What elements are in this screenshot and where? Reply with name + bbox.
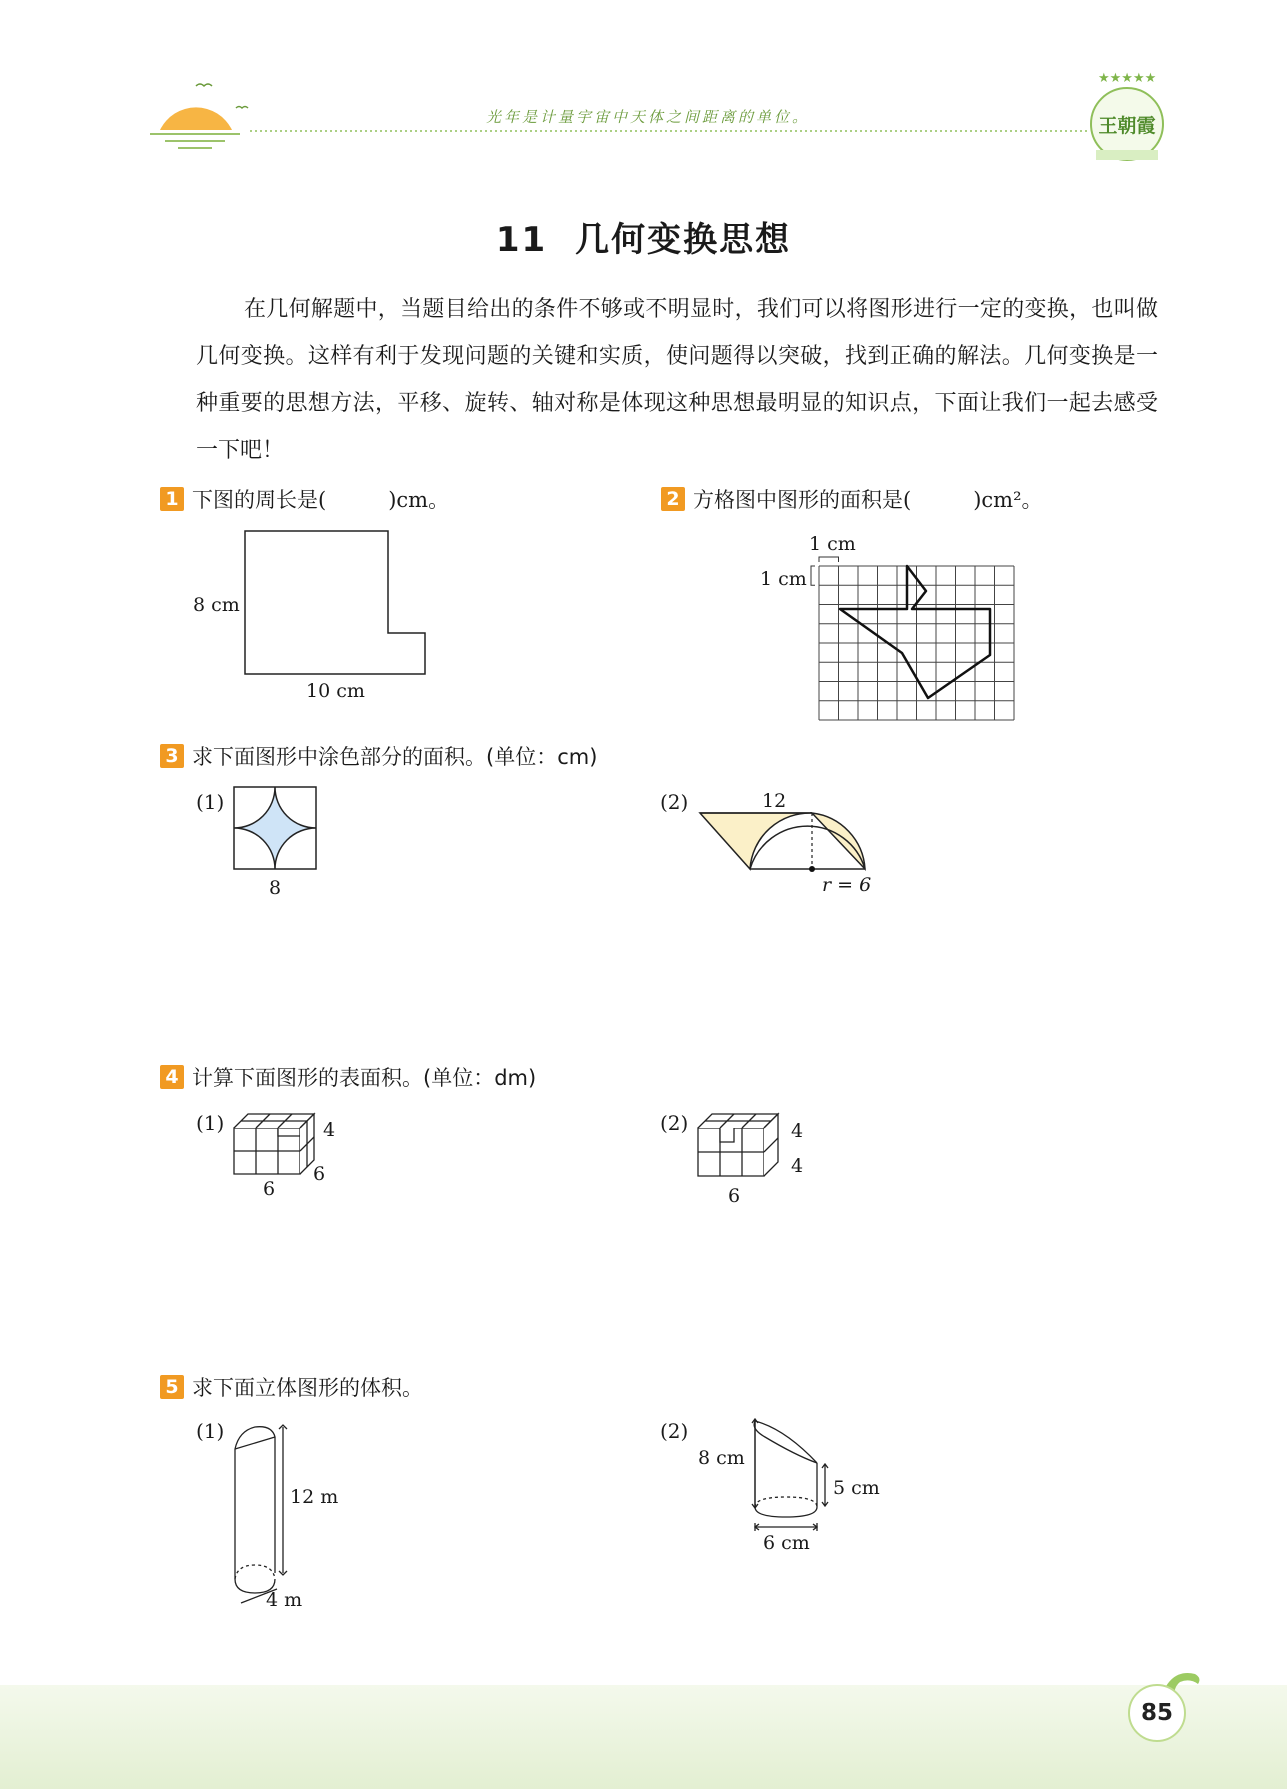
question-4 [160,1062,536,1092]
grid-lines [819,566,1014,720]
q4-fig2-height2-label: 4 [791,1155,804,1177]
question-1-text-a: 下图的周长是( [192,488,327,512]
question-2 [661,484,1043,514]
q3-fig2-figure [690,805,870,875]
lesson-title: 几何变换思想 [575,220,792,260]
header-decoration [0,0,1287,170]
q3-fig2-radius-label: r = 6 [822,874,872,896]
question-1 [160,484,449,514]
q4-fig1-width-label: 6 [263,1178,276,1200]
sunset-icon [150,84,248,148]
q2-shape-outline [840,566,990,698]
q3-sub1-label: (1) [196,790,225,814]
intro-paragraph: 在几何解题中，当题目给出的条件不够或不明显时，我们可以将图形进行一定的变换，也叫做几何变换。这样有利于发现问题的关键和实质，使问题得以突破，找到正确的解法。几何变换是一种重要的思想方法，平移、旋转、轴对称是体现这种思想最明显的知识点，下面让我们一起去感受一下吧！ [196,297,1158,463]
q2-grid-figure [800,550,1020,725]
q3-sub2-label: (2) [660,790,689,814]
q5-sub1-label: (1) [196,1419,225,1443]
question-2-text-a: 方格图中图形的面积是( [693,488,912,512]
q3-fig1-side-label: 8 [269,877,282,899]
q4-fig2-cubes [696,1106,796,1181]
q3-shaded-region [234,787,316,869]
q5-fig2-height1-label: 8 cm [698,1447,745,1469]
svg-text:★★★★★: ★★★★★ [1098,71,1157,86]
q5-fig1-cylinder [225,1415,295,1615]
page-number: 85 [1128,1684,1186,1742]
q4-fig2-width-label: 6 [728,1185,741,1207]
brand-logo [1091,71,1163,160]
q1-width-label: 10 cm [306,680,365,702]
q3-fig2-right-segment [812,813,865,869]
q5-fig2-cylinder [735,1415,845,1540]
question-badge: 4 [160,1065,184,1089]
q3-fig2-top-label: 12 [762,790,787,812]
question-3 [160,741,597,771]
q5-fig2-height2-label: 5 cm [833,1477,880,1499]
q4-fig1-height-label: 4 [323,1119,336,1141]
question-badge: 5 [160,1375,184,1399]
page-title [0,212,1287,261]
q2-top-unit-label: 1 cm [809,533,856,555]
svg-text:王朝霞: 王朝霞 [1098,115,1156,137]
q5-fig1-height-label: 12 m [290,1486,339,1508]
question-3-text: 求下面图形中涂色部分的面积。(单位：cm) [192,745,598,769]
question-5 [160,1372,423,1402]
q1-height-label: 8 cm [193,594,240,616]
footer-band [0,1685,1287,1789]
question-4-text: 计算下面图形的表面积。(单位：dm) [192,1066,537,1090]
lesson-number: 11 [495,220,548,260]
q4-fig2-height1-label: 4 [791,1120,804,1142]
q3-fig2-left-triangle [700,813,812,869]
header-motto: 光年是计量宇宙中天体之间距离的单位。 [486,108,811,126]
question-badge: 1 [160,487,184,511]
q2-left-unit-label: 1 cm [760,568,807,590]
q4-sub2-label: (2) [660,1111,689,1135]
q4-sub1-label: (1) [196,1111,225,1135]
q3-fig1-square [232,785,322,875]
q5-fig1-diameter-label: 4 m [266,1589,303,1611]
unit-brackets [811,557,839,585]
q4-fig1-depth-label: 6 [313,1163,326,1185]
question-5-text: 求下面立体图形的体积。 [192,1376,423,1400]
question-badge: 3 [160,744,184,768]
question-1-text-b: )cm。 [388,488,450,512]
question-badge: 2 [661,487,685,511]
question-2-text-b: )cm²。 [973,488,1043,512]
q5-fig2-diameter-label: 6 cm [763,1532,810,1554]
q1-figure [240,528,430,678]
q5-sub2-label: (2) [660,1419,689,1443]
